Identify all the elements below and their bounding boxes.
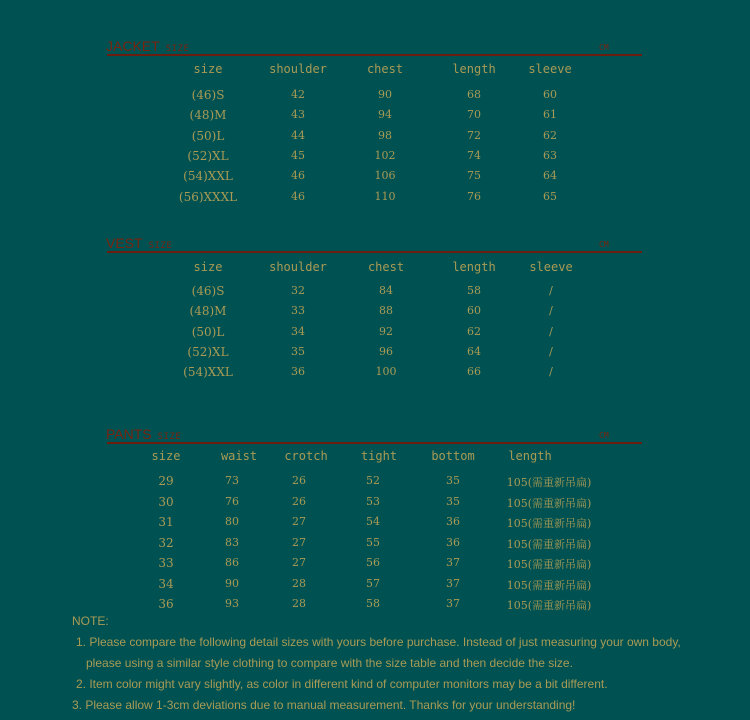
pants-title — [106, 426, 181, 442]
pants-table-cell: 27 — [292, 515, 306, 528]
vest-table-cell: 62 — [467, 324, 481, 338]
vest-table-cell: 92 — [379, 324, 393, 338]
jacket-title — [106, 38, 189, 54]
jacket-table-cell: 76 — [467, 189, 481, 203]
pants-unit: CM — [599, 431, 609, 440]
vest-table-cell: 84 — [379, 284, 393, 297]
vest-table-cell: 36 — [291, 365, 305, 379]
jacket-table-cell: 60 — [543, 88, 557, 101]
jacket-table-cell: 45 — [291, 148, 305, 162]
vest-table-cell: (50)L — [191, 324, 225, 339]
jacket-column-header: chest — [366, 62, 404, 76]
jacket-table-cell: (56)XXXL — [178, 189, 238, 204]
vest-table-cell: / — [549, 324, 553, 338]
pants-column-header: bottom — [431, 449, 475, 463]
pants-table-cell: 90 — [225, 576, 239, 590]
pants-table-cell: 57 — [366, 576, 380, 590]
pants-table-cell: 29 — [158, 474, 174, 488]
jacket-table-cell: 42 — [291, 88, 305, 101]
pants-column-header: length — [508, 449, 552, 463]
jacket-table-cell: 94 — [378, 108, 392, 122]
notes-heading: NOTE: — [72, 614, 109, 628]
jacket-table-cell: 74 — [467, 148, 481, 162]
pants-table-cell: 105(需重新吊扁) — [506, 496, 592, 510]
pants-column-header: tight — [360, 449, 398, 463]
vest-column-header: sleeve — [529, 260, 573, 274]
pants-table-cell: 52 — [366, 474, 380, 487]
pants-table-cell: 54 — [366, 515, 380, 528]
jacket-table-cell: 46 — [291, 189, 305, 203]
vest-divider — [107, 251, 642, 253]
jacket-table-cell: 43 — [291, 108, 305, 122]
jacket-table-cell: (46)S — [191, 88, 225, 102]
jacket-table-cell: 75 — [467, 169, 481, 183]
pants-table-cell: 36 — [158, 597, 174, 611]
jacket-table-cell: (54)XXL — [183, 169, 233, 184]
vest-table-cell: / — [549, 304, 553, 318]
jacket-table-cell: 106 — [374, 169, 396, 183]
vest-title-text: VEST — [106, 235, 143, 251]
pants-table-cell: 28 — [292, 576, 306, 590]
pants-table-cell: 30 — [158, 494, 174, 509]
jacket-table-cell: 72 — [467, 128, 481, 142]
pants-table-cell: 27 — [292, 535, 306, 549]
pants-table-cell: 28 — [292, 597, 306, 610]
jacket-title-text: JACKET — [106, 38, 160, 54]
vest-table-cell: 88 — [379, 304, 393, 318]
pants-table-cell: 31 — [158, 515, 174, 529]
jacket-table-cell: 62 — [543, 128, 557, 142]
pants-table-cell: 105(需重新吊扁) — [506, 476, 592, 489]
jacket-table-cell: 90 — [378, 88, 392, 101]
pants-table-cell: 86 — [225, 556, 239, 569]
jacket-table-cell: 70 — [467, 108, 481, 122]
jacket-table-cell: 68 — [467, 88, 481, 101]
vest-table-cell: 64 — [467, 344, 481, 358]
pants-table-cell: 36 — [446, 535, 460, 549]
pants-divider — [107, 442, 642, 444]
jacket-divider — [107, 54, 642, 56]
pants-table-cell: 35 — [446, 474, 460, 487]
vest-column-header: length — [452, 260, 496, 274]
vest-table-cell: 58 — [467, 284, 481, 297]
jacket-column-header: sleeve — [528, 62, 572, 76]
vest-unit: CM — [599, 240, 609, 249]
pants-table-cell: 34 — [158, 576, 174, 591]
jacket-table-cell: 46 — [291, 169, 305, 183]
pants-table-cell: 58 — [366, 597, 380, 610]
vest-table-cell: 35 — [291, 344, 305, 358]
vest-table-cell: (54)XXL — [183, 365, 233, 380]
pants-table-cell: 32 — [158, 535, 174, 550]
pants-title-text: PANTS — [106, 426, 152, 442]
pants-column-header: size — [151, 449, 181, 463]
pants-table-cell: 53 — [366, 494, 380, 508]
vest-column-header: shoulder — [269, 260, 327, 274]
pants-table-cell: 105(需重新吊扁) — [506, 517, 592, 530]
jacket-table-cell: (50)L — [191, 128, 225, 143]
vest-table-cell: / — [549, 284, 553, 297]
jacket-table-cell: 61 — [543, 108, 557, 122]
vest-table-cell: 32 — [291, 284, 305, 297]
note-line-1: 1. Please compare the following detail sizes with yours before purchase. Instead of just measuring your own body, — [76, 635, 681, 649]
vest-table-cell: 34 — [291, 324, 305, 338]
vest-table-cell: 33 — [291, 304, 305, 318]
jacket-column-header: shoulder — [269, 62, 327, 76]
note-line-3: 3. Please allow 1-3cm deviations due to manual measurement. Thanks for your understanding! — [72, 698, 576, 712]
vest-table-cell: / — [549, 344, 553, 358]
pants-table-cell: 83 — [225, 535, 239, 549]
pants-table-cell: 37 — [446, 576, 460, 590]
pants-table-cell: 26 — [292, 494, 306, 508]
vest-table-cell: (48)M — [189, 304, 227, 319]
vest-column-header: chest — [367, 260, 405, 274]
jacket-table-cell: 110 — [374, 189, 396, 203]
pants-table-cell: 35 — [446, 494, 460, 508]
jacket-unit: CM — [599, 43, 609, 52]
pants-table-cell: 26 — [292, 474, 306, 487]
pants-column-header: crotch — [284, 449, 328, 463]
vest-subtitle: SIZE — [148, 241, 173, 251]
pants-table-cell: 76 — [225, 494, 239, 508]
jacket-table-cell: 63 — [543, 148, 557, 162]
jacket-table-cell: (52)XL — [187, 148, 229, 163]
vest-table-cell: 66 — [467, 365, 481, 379]
note-line-2: 2. Item color might vary slightly, as color in different kind of computer monitors may be a bit different. — [76, 677, 608, 691]
jacket-column-header: size — [193, 62, 223, 76]
vest-table-cell: 96 — [379, 344, 393, 358]
vest-table-cell: (52)XL — [187, 344, 229, 359]
pants-table-cell: 36 — [446, 515, 460, 528]
jacket-table-cell: 102 — [374, 148, 396, 162]
jacket-table-cell: (48)M — [189, 108, 227, 123]
pants-table-cell: 80 — [225, 515, 239, 528]
pants-table-cell: 93 — [225, 597, 239, 610]
jacket-table-cell: 64 — [543, 169, 557, 183]
pants-table-cell: 73 — [225, 474, 239, 487]
pants-table-cell: 55 — [366, 535, 380, 549]
pants-table-cell: 37 — [446, 556, 460, 569]
vest-table-cell: 100 — [375, 365, 397, 379]
vest-column-header: size — [193, 260, 223, 274]
pants-table-cell: 27 — [292, 556, 306, 569]
pants-table-cell: 105(需重新吊扁) — [506, 599, 592, 612]
vest-table-cell: (46)S — [191, 284, 225, 298]
jacket-subtitle: SIZE — [165, 44, 190, 54]
jacket-table-cell: 98 — [378, 128, 392, 142]
jacket-column-header: length — [452, 62, 496, 76]
vest-table-cell: / — [549, 365, 553, 379]
pants-column-header: waist — [220, 449, 258, 463]
pants-table-cell: 37 — [446, 597, 460, 610]
pants-subtitle: SIZE — [157, 432, 182, 442]
pants-table-cell: 105(需重新吊扁) — [506, 578, 592, 592]
note-line-1-continued: please using a similar style clothing to compare with the size table and then decide the size. — [86, 656, 573, 670]
jacket-table-cell: 44 — [291, 128, 305, 142]
vest-table-cell: 60 — [467, 304, 481, 318]
pants-table-cell: 105(需重新吊扁) — [506, 537, 592, 551]
jacket-table-cell: 65 — [543, 189, 557, 203]
pants-table-cell: 56 — [366, 556, 380, 569]
pants-table-cell: 105(需重新吊扁) — [506, 558, 592, 571]
pants-table-cell: 33 — [158, 556, 174, 570]
vest-title — [106, 235, 172, 251]
